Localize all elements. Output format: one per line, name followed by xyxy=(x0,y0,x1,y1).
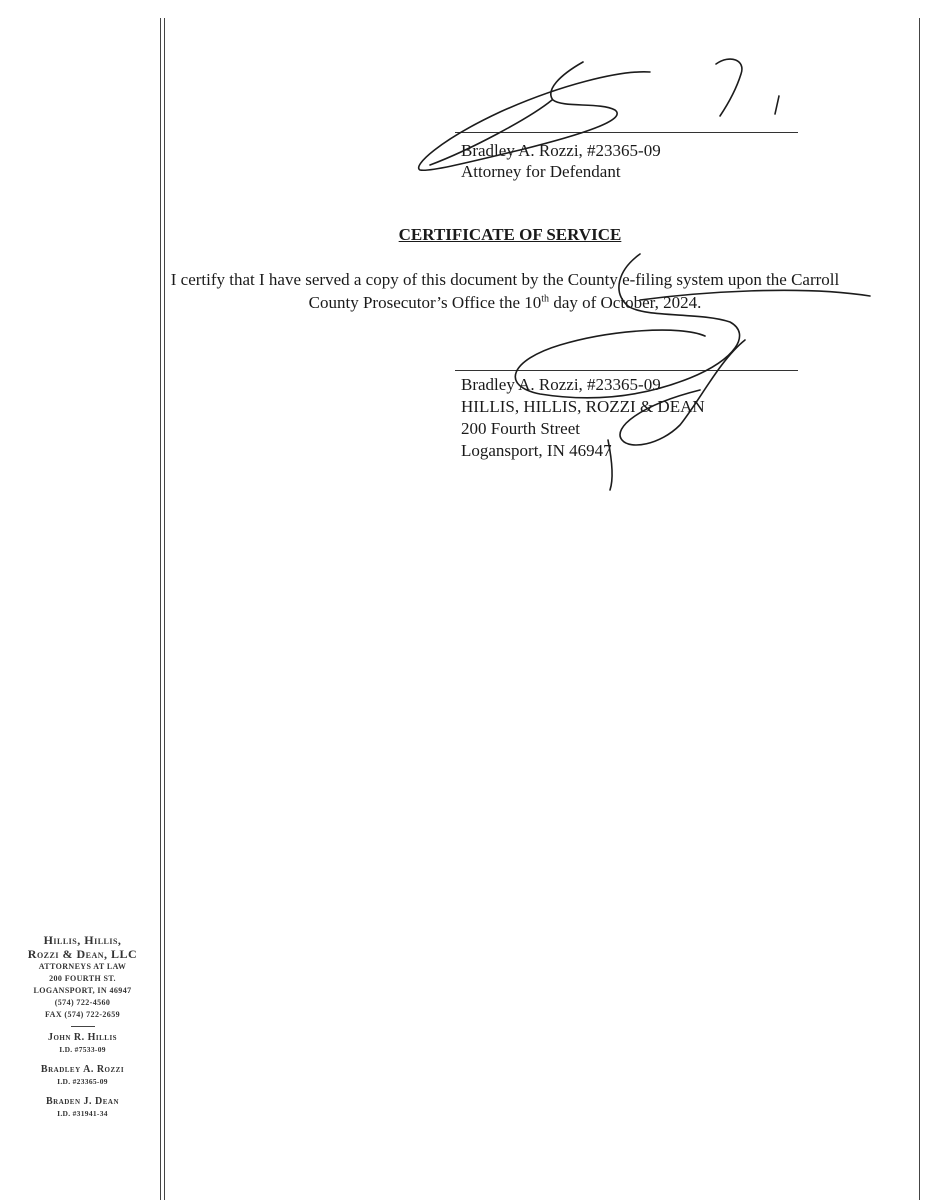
signature-1-stroke-tick xyxy=(775,96,779,114)
sidebar-fax: FAX (574) 722-2659 xyxy=(44,1010,121,1019)
signature-line-2 xyxy=(455,370,798,371)
sidebar-lawyer-name: John R. Hillis xyxy=(47,1032,118,1043)
sidebar-city: LOGANSPORT, IN 46947 xyxy=(33,986,132,995)
sidebar-phone: (574) 722-4560 xyxy=(54,998,111,1007)
right-margin-rule xyxy=(919,18,920,1200)
signer-name-1: Bradley A. Rozzi, #23365-09 xyxy=(461,141,661,160)
certificate-body xyxy=(170,268,840,314)
signature-line-1 xyxy=(455,132,798,133)
sidebar-firm-line2: Rozzi & Dean, LLC xyxy=(27,947,138,961)
signer-firm: HILLIS, HILLIS, ROZZI & DEAN xyxy=(461,397,705,416)
sidebar-lawyer-name: Bradley A. Rozzi xyxy=(40,1064,125,1075)
firm-letterhead-sidebar xyxy=(10,933,155,1119)
signature-1-stroke-tail xyxy=(716,59,742,116)
signer-address-city: Logansport, IN 46947 xyxy=(461,441,612,460)
certificate-body-part1: I certify that I have served a copy of this document by the County e-filing system upon the Carroll County Prosecutor’s Office the 10 xyxy=(170,270,840,312)
sidebar-firm-line1: Hillis, Hillis, xyxy=(43,933,122,947)
left-margin-rule-inner xyxy=(164,18,165,1200)
signer-name-2: Bradley A. Rozzi, #23365-09 xyxy=(461,375,661,394)
certificate-heading: CERTIFICATE OF SERVICE xyxy=(398,225,622,244)
certificate-body-part2: day of October, 2024. xyxy=(549,293,702,312)
sidebar-divider xyxy=(71,1026,95,1027)
sidebar-attorneys-at-law: ATTORNEYS AT LAW xyxy=(38,962,127,971)
signer-address-street: 200 Fourth Street xyxy=(461,419,580,438)
sidebar-street: 200 FOURTH ST. xyxy=(49,974,116,983)
signer-title: Attorney for Defendant xyxy=(461,162,621,181)
sidebar-lawyer-id: I.D. #31941-34 xyxy=(57,1109,108,1118)
sidebar-lawyer-name: Braden J. Dean xyxy=(45,1096,120,1107)
left-margin-rule-outer xyxy=(160,18,161,1200)
certificate-body-superscript: th xyxy=(541,293,550,305)
sidebar-lawyer-id: I.D. #7533-09 xyxy=(59,1045,106,1054)
sidebar-lawyer-id: I.D. #23365-09 xyxy=(57,1077,108,1086)
